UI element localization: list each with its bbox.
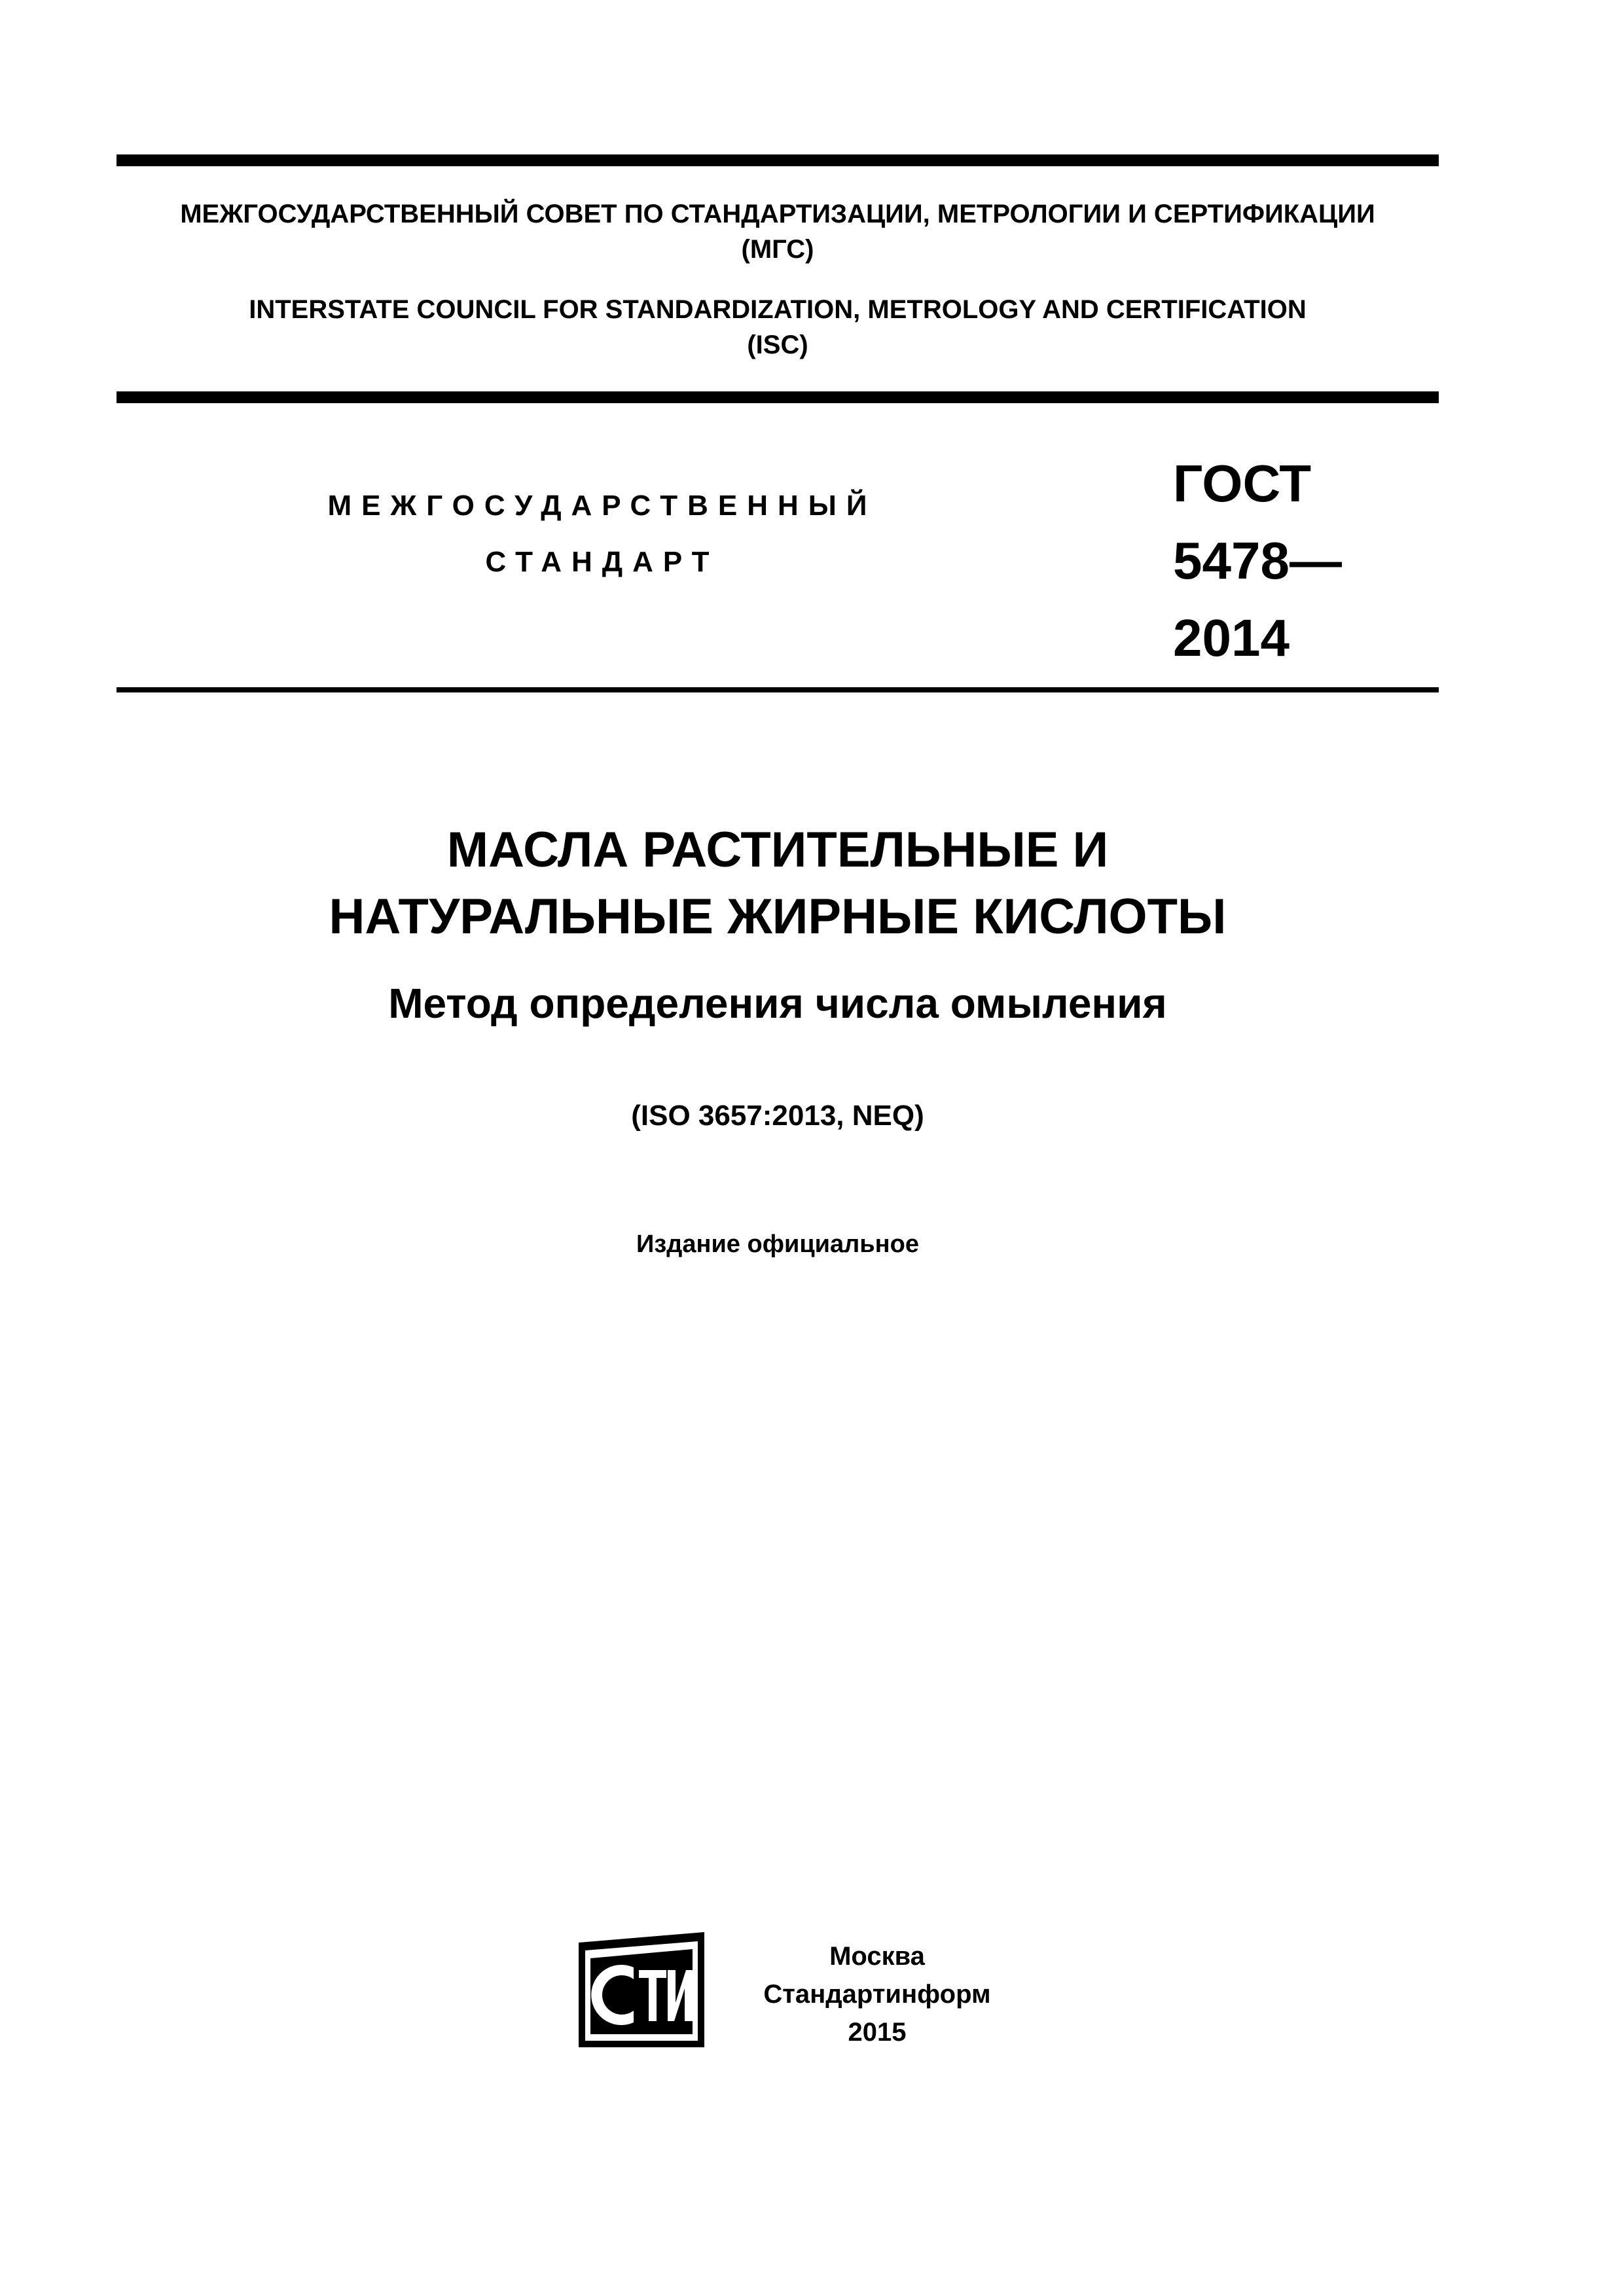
document-title-line2: НАТУРАЛЬНЫЕ ЖИРНЫЕ КИСЛОТЫ (329, 889, 1227, 944)
imprint-publisher: Стандартинформ (763, 1980, 991, 2009)
designation-number: 5478— (1173, 531, 1342, 590)
middle-rule (117, 391, 1439, 403)
council-name-en-line1: INTERSTATE COUNCIL FOR STANDARDIZATION, METROLOGY AND CERTIFICATION (249, 295, 1307, 324)
designation-prefix: ГОСТ (1173, 454, 1312, 512)
imprint (733, 1937, 1021, 2051)
council-name-ru-line1: МЕЖГОСУДАРСТВЕННЫЙ СОВЕТ ПО СТАНДАРТИЗАЦИИ, МЕТРОЛОГИИ И СЕРТИФИКАЦИИ (180, 200, 1375, 228)
document-title (117, 817, 1439, 950)
standard-kind-line1: МЕЖГОСУДАРСТВЕННЫЙ (327, 490, 877, 522)
international-reference: (ISO 3657:2013, NEQ) (631, 1100, 924, 1132)
imprint-year: 2015 (848, 2018, 907, 2047)
council-name-ru (117, 196, 1439, 267)
document-subtitle: Метод определения числа омыления (388, 980, 1167, 1027)
bottom-rule (117, 687, 1439, 692)
council-abbr-en: (ISC) (747, 331, 808, 359)
imprint-city: Москва (829, 1942, 925, 1971)
standard-designation (1173, 445, 1342, 677)
designation-year: 2014 (1173, 609, 1290, 667)
council-abbr-ru: (МГС) (741, 235, 814, 264)
edition-note: Издание официальное (636, 1230, 919, 1258)
standartinform-logo-icon (576, 1929, 707, 2051)
top-rule (117, 154, 1439, 166)
document-title-line1: МАСЛА РАСТИТЕЛЬНЫЕ И (446, 822, 1109, 878)
standard-kind-line2: СТАНДАРТ (485, 546, 719, 578)
council-name-en (117, 292, 1439, 363)
